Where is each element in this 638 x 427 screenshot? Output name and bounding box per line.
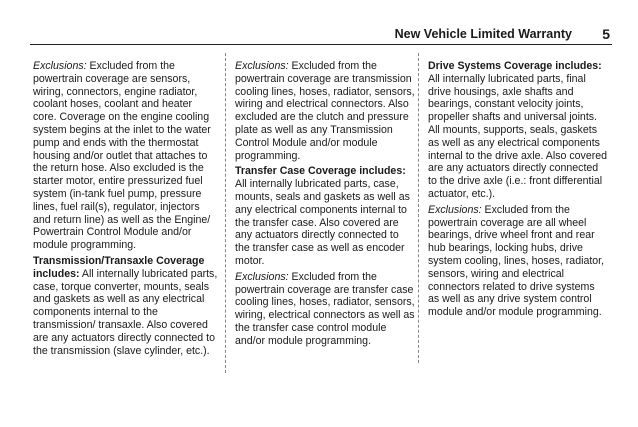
column-divider-2: [418, 53, 419, 363]
section-heading: Transmission/Transaxle Coverage includes:: [33, 254, 205, 280]
paragraph-text: Excluded from the powertrain coverage are transmission cooling lines, hoses, radiator, sensors, wiring and electrical connectors. Also excluded are the clutch and pressure plate as well as any Transmission Control Module and/or module programming.: [235, 60, 415, 162]
paragraph-text: Excluded from the powertrain coverage are sensors, wiring, connectors, engine radiator, coolant hoses, coolant and heater core. Coverage on the engine cooling system begins at the inlet to the water pump and ends with the thermostat housing and/or outlet that attaches to the return hose. Also excluded is the starter motor, entire pressurized fuel system (in-tank fuel pump, pressure lines, fuel rail(s), regulator, injectors and return line) as well as the Engine/ Powertrain Control Module and/or module programming.: [33, 60, 211, 252]
paragraph-exclusions-transfer-case: [235, 271, 415, 348]
paragraph-text: Excluded from the powertrain coverage are transfer case cooling lines, hoses, radiator, sensors, wiring, electrical connectors as well as the transfer case control module and/or module programming.: [235, 270, 415, 347]
exclusions-label: Exclusions:: [235, 60, 289, 72]
page-number: 5: [602, 26, 610, 42]
section-heading: Drive Systems Coverage includes:: [428, 60, 602, 72]
page-header: [30, 25, 612, 45]
paragraph-transmission-coverage: [33, 255, 218, 357]
exclusions-label: Exclusions:: [33, 60, 87, 72]
header-rule: [30, 44, 612, 45]
paragraph-transfer-case-coverage: [235, 165, 415, 267]
paragraph-exclusions-transmission: [235, 60, 415, 162]
paragraph-text: Excluded from the powertrain coverage are all wheel bearings, drive wheel front and rear hub bearings, locking hubs, drive system cooling, lines, hoses, radiator, sensors, wiring and electrical connectors related to drive systems as well as any drive system control module and/or module programming.: [428, 203, 605, 319]
section-heading: Transfer Case Coverage includes:: [235, 165, 406, 178]
exclusions-label: Exclusions:: [235, 270, 289, 283]
paragraph-exclusions-powertrain: [33, 60, 218, 252]
column-1: [33, 60, 218, 360]
exclusions-label: Exclusions:: [428, 203, 482, 216]
paragraph-text: All internally lubricated parts, case, torque converter, mounts, seals and gaskets as well as any electrical components internal to the transmission/ transaxle. Also covered are any actuators directly connected to the transmission (slave cylinder, etc.).: [33, 267, 218, 357]
paragraph-drive-systems-coverage: [428, 60, 608, 201]
column-2: [235, 60, 415, 351]
paragraph-exclusions-drive-systems: [428, 204, 608, 319]
header-title: New Vehicle Limited Warranty: [394, 27, 572, 41]
column-divider-1: [225, 53, 226, 373]
paragraph-text: All internally lubricated parts, final drive housings, axle shafts and bearings, constant velocity joints, propeller shafts and universal joints. All mounts, supports, seals, gaskets as well as any electrical components internal to the drive axle. Also covered are any actuators directly connected to the drive axle (i.e.: front differential actuator, etc.).: [428, 72, 608, 200]
paragraph-text: All internally lubricated parts, case, mounts, seals and gaskets as well as any electrical components internal to the transfer case. Also covered are any actuators directly connected to the transfer case as well as encoder motor.: [235, 178, 410, 267]
column-3: [428, 60, 608, 322]
